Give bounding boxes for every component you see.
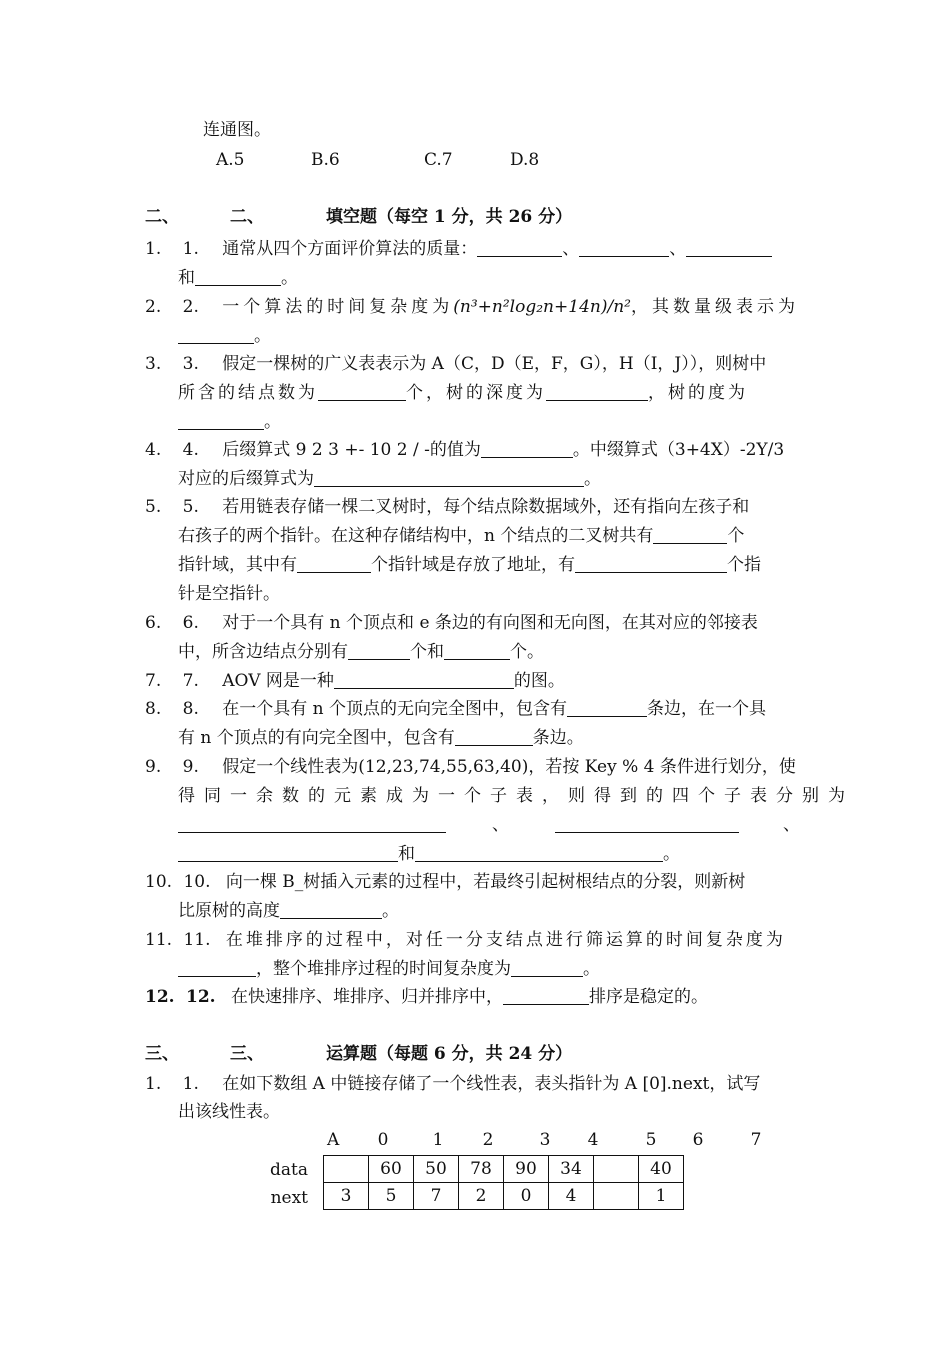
- q3-blank-2[interactable]: [546, 382, 648, 401]
- q2-formula: (n³+n²log₂n+14n)/n²: [453, 297, 631, 317]
- array-index: 7: [750, 1130, 762, 1150]
- data-cell: [594, 1156, 639, 1183]
- q5-blank-2[interactable]: [297, 554, 371, 573]
- q6-line2: [178, 641, 544, 663]
- q6-line1: [145, 612, 758, 634]
- q3-line2: [178, 382, 748, 404]
- section-three-num2: 三、: [230, 1044, 264, 1064]
- array-index: 0: [377, 1130, 389, 1150]
- next-cell: 0: [504, 1183, 549, 1210]
- section-three-title: 运算题（每题 6 分，共 24 分）: [326, 1044, 573, 1064]
- q11-number2: 11.: [183, 930, 211, 950]
- q6-text-d: 个。: [510, 642, 544, 662]
- intro-text: 连通图。: [203, 120, 271, 140]
- q1-blank-1[interactable]: [477, 238, 562, 257]
- q10-number2: 10.: [183, 872, 211, 892]
- q9-line4: [178, 843, 680, 865]
- q9-number: 9.: [145, 757, 162, 777]
- row-label-data: data: [270, 1160, 308, 1180]
- q10-line1: [145, 871, 745, 893]
- q8-number2: 8.: [182, 699, 199, 719]
- q5-text-b: 右孩子的两个指针。在这种存储结构中，n 个结点的二叉树共有: [178, 526, 654, 546]
- q12-text-b: 排序是稳定的。: [588, 987, 708, 1007]
- q5-text: 若用链表存储一棵二叉树时，每个结点除数据域外，还有指向左孩子和: [222, 497, 750, 517]
- q2-number2: 2.: [182, 297, 199, 317]
- q9-blank-1[interactable]: [178, 814, 446, 833]
- q10-line2: [178, 900, 399, 922]
- q5-line4: 针是空指针。: [178, 584, 280, 604]
- array-index: 1: [432, 1130, 444, 1150]
- q1-end: 。: [281, 268, 298, 288]
- p1-number2: 1.: [182, 1074, 199, 1094]
- q3-end: 。: [264, 412, 281, 432]
- q4-number: 4.: [145, 440, 162, 460]
- q2-text2: ，其数量级表示为: [630, 297, 799, 317]
- q1-text: 通常从四个方面评价算法的质量：: [222, 239, 478, 259]
- q9-text: 假定一个线性表为(12,23,74,55,63,40)，若按 Key % 4 条件进行划分，使: [222, 757, 796, 777]
- p1-line2: 出该线性表。: [178, 1102, 280, 1122]
- q9-blank-2[interactable]: [555, 814, 739, 833]
- q8-text-c: 有 n 个顶点的有向完全图中，包含有: [178, 728, 455, 748]
- p1-text: 在如下数组 A 中链接存储了一个线性表，表头指针为 A [0].next，试写: [222, 1074, 761, 1094]
- q2-line2: [178, 325, 271, 347]
- option-d: D.8: [510, 150, 540, 170]
- q5-blank-1[interactable]: [653, 525, 727, 544]
- next-cell: [594, 1183, 639, 1210]
- q4-end: 。: [584, 469, 601, 489]
- q9-blank-3[interactable]: [178, 843, 398, 862]
- array-index: 5: [645, 1130, 657, 1150]
- section-two-title: 填空题（每空 1 分，共 26 分）: [326, 207, 573, 227]
- q10-text-b: 比原树的高度: [178, 901, 280, 921]
- next-cell: 3: [324, 1183, 369, 1210]
- q9-line3: [178, 814, 808, 836]
- q1-and: 和: [178, 268, 195, 288]
- q12-number2: 12.: [185, 987, 216, 1007]
- q2-end: 。: [254, 326, 271, 346]
- q12-text: 在快速排序、堆排序、归并排序中，: [230, 987, 503, 1007]
- q2-number: 2.: [145, 297, 162, 317]
- q8-blank-1[interactable]: [567, 698, 647, 717]
- q6-number: 6.: [145, 613, 162, 633]
- q5-line2: [178, 525, 744, 547]
- q1-number2: 1.: [182, 239, 199, 259]
- q7-number: 7.: [145, 671, 162, 691]
- q6-number2: 6.: [182, 613, 199, 633]
- q1-blank-3[interactable]: [686, 238, 772, 257]
- q5-line1: [145, 496, 749, 518]
- q5-blank-3[interactable]: [575, 554, 727, 573]
- data-cell: 78: [459, 1156, 504, 1183]
- section-two-num2: 二、: [230, 207, 264, 227]
- q1-sep2: 、: [669, 239, 687, 259]
- q10-end: 。: [382, 901, 399, 921]
- q5-text-c: 个: [727, 526, 745, 546]
- next-cell: 7: [414, 1183, 459, 1210]
- q5-text-f: 个指: [727, 555, 761, 575]
- q3-text-c: 个，树的深度为: [406, 383, 546, 403]
- next-cell: 5: [369, 1183, 414, 1210]
- q4-text: 后缀算式 9 2 3 +- 10 2 / -的值为: [222, 440, 481, 460]
- array-index: 3: [539, 1130, 551, 1150]
- next-cell: 4: [549, 1183, 594, 1210]
- q5-text-e: 个指针域是存放了地址，有: [371, 555, 575, 575]
- q12-number: 12.: [145, 987, 175, 1007]
- q4-line1: [145, 439, 784, 461]
- q11-line1: [145, 929, 786, 951]
- q1-number: 1.: [145, 239, 162, 259]
- section-three-num: 三、: [145, 1044, 179, 1064]
- q7-text-b: 的图。: [513, 671, 565, 691]
- q4-blank-2[interactable]: [314, 468, 584, 487]
- q9-and: 和: [398, 844, 415, 864]
- q4-number2: 4.: [182, 440, 199, 460]
- q2-blank[interactable]: [178, 325, 254, 344]
- q7-text: AOV 网是一种: [222, 671, 334, 691]
- q2-line1: [145, 296, 799, 318]
- data-cell: 50: [414, 1156, 459, 1183]
- q8-number: 8.: [145, 699, 162, 719]
- q3-text-d: ，树的度为: [648, 383, 748, 403]
- p1-number: 1.: [145, 1074, 162, 1094]
- q6-blank-1[interactable]: [348, 641, 410, 660]
- q2-text: 一个算法的时间复杂度为: [222, 297, 454, 317]
- q5-number2: 5.: [182, 497, 199, 517]
- q3-line3: [178, 411, 281, 433]
- q1-line2: [178, 267, 298, 289]
- q6-text-c: 个和: [410, 642, 444, 662]
- q3-number: 3.: [145, 354, 162, 374]
- q3-text: 假定一棵树的广义表表示为 A（C，D（E，F，G），H（I，J）），则树中: [222, 354, 767, 374]
- q3-blank-3[interactable]: [178, 411, 264, 430]
- data-cell: 40: [639, 1156, 684, 1183]
- data-cell: 34: [549, 1156, 594, 1183]
- q7-blank[interactable]: [334, 670, 514, 689]
- q8-blank-2[interactable]: [455, 727, 533, 746]
- q3-text-b: 所含的结点数为: [178, 383, 318, 403]
- table-row-data: [324, 1156, 684, 1183]
- q4-text-b: 。中缀算式（3+4X）-2Y/3: [572, 440, 785, 460]
- q11-text: 在堆排序的过程中，对任一分支结点进行筛运算的时间复杂度为: [225, 930, 786, 950]
- q8-line2: [178, 727, 584, 749]
- array-name: A: [327, 1130, 340, 1150]
- q8-text-d: 条边。: [532, 728, 584, 748]
- data-cell: 60: [369, 1156, 414, 1183]
- q6-blank-2[interactable]: [444, 641, 510, 660]
- q1-line1: [145, 238, 772, 260]
- next-cell: 2: [459, 1183, 504, 1210]
- q3-number2: 3.: [182, 354, 199, 374]
- q8-line1: [145, 698, 766, 720]
- q3-blank-1[interactable]: [318, 382, 406, 401]
- array-index: 4: [587, 1130, 599, 1150]
- q10-blank[interactable]: [280, 900, 382, 919]
- q9-sep2: 、: [783, 815, 800, 835]
- q6-text: 对于一个具有 n 个顶点和 e 条边的有向图和无向图，在其对应的邻接表: [222, 613, 758, 633]
- q9-number2: 9.: [182, 757, 199, 777]
- q7-number2: 7.: [182, 671, 199, 691]
- q4-line2: [178, 468, 601, 490]
- q11-text-b: ，整个堆排序过程的时间复杂度为: [256, 959, 511, 979]
- q6-text-b: 中，所含边结点分别有: [178, 642, 348, 662]
- q9-line2: 得同一余数的元素成为一个子表，则得到的四个子表分别为: [178, 786, 854, 806]
- q7-line1: [145, 670, 565, 692]
- array-table: [323, 1155, 684, 1210]
- q1-sep1: 、: [562, 239, 580, 259]
- q10-number: 10.: [145, 872, 173, 892]
- section-two-num: 二、: [145, 207, 179, 227]
- q12-blank[interactable]: [503, 986, 589, 1005]
- q11-blank-1[interactable]: [178, 958, 256, 977]
- q9-end: 。: [663, 844, 680, 864]
- q11-line2: [178, 958, 600, 980]
- q9-sep1: 、: [492, 815, 509, 835]
- option-a: A.5: [216, 150, 245, 170]
- q11-blank-2[interactable]: [511, 958, 583, 977]
- q8-text: 在一个具有 n 个顶点的无向完全图中，包含有: [222, 699, 568, 719]
- q5-number: 5.: [145, 497, 162, 517]
- q5-line3: [178, 554, 761, 576]
- array-index: 2: [482, 1130, 494, 1150]
- table-row-next: [324, 1183, 684, 1210]
- option-c: C.7: [424, 150, 453, 170]
- data-cell: [324, 1156, 369, 1183]
- q3-line1: [145, 353, 766, 375]
- q1-blank-4[interactable]: [195, 267, 281, 286]
- q11-end: 。: [583, 959, 600, 979]
- q1-blank-2[interactable]: [579, 238, 669, 257]
- next-cell: 1: [639, 1183, 684, 1210]
- data-cell: 90: [504, 1156, 549, 1183]
- p1-line1: [145, 1073, 760, 1095]
- q4-blank-1[interactable]: [481, 439, 573, 458]
- q8-text-b: 条边，在一个具: [647, 699, 767, 719]
- option-b: B.6: [311, 150, 340, 170]
- q12-line1: [145, 986, 708, 1008]
- q4-text-c: 对应的后缀算式为: [178, 469, 314, 489]
- row-label-next: next: [270, 1188, 308, 1208]
- q11-number: 11.: [145, 930, 173, 950]
- q5-text-d: 指针域，其中有: [178, 555, 297, 575]
- q9-blank-4[interactable]: [415, 843, 663, 862]
- q10-text: 向一棵 B_树插入元素的过程中，若最终引起树根结点的分裂，则新树: [225, 872, 746, 892]
- q9-line1: [145, 756, 796, 778]
- array-index: 6: [692, 1130, 704, 1150]
